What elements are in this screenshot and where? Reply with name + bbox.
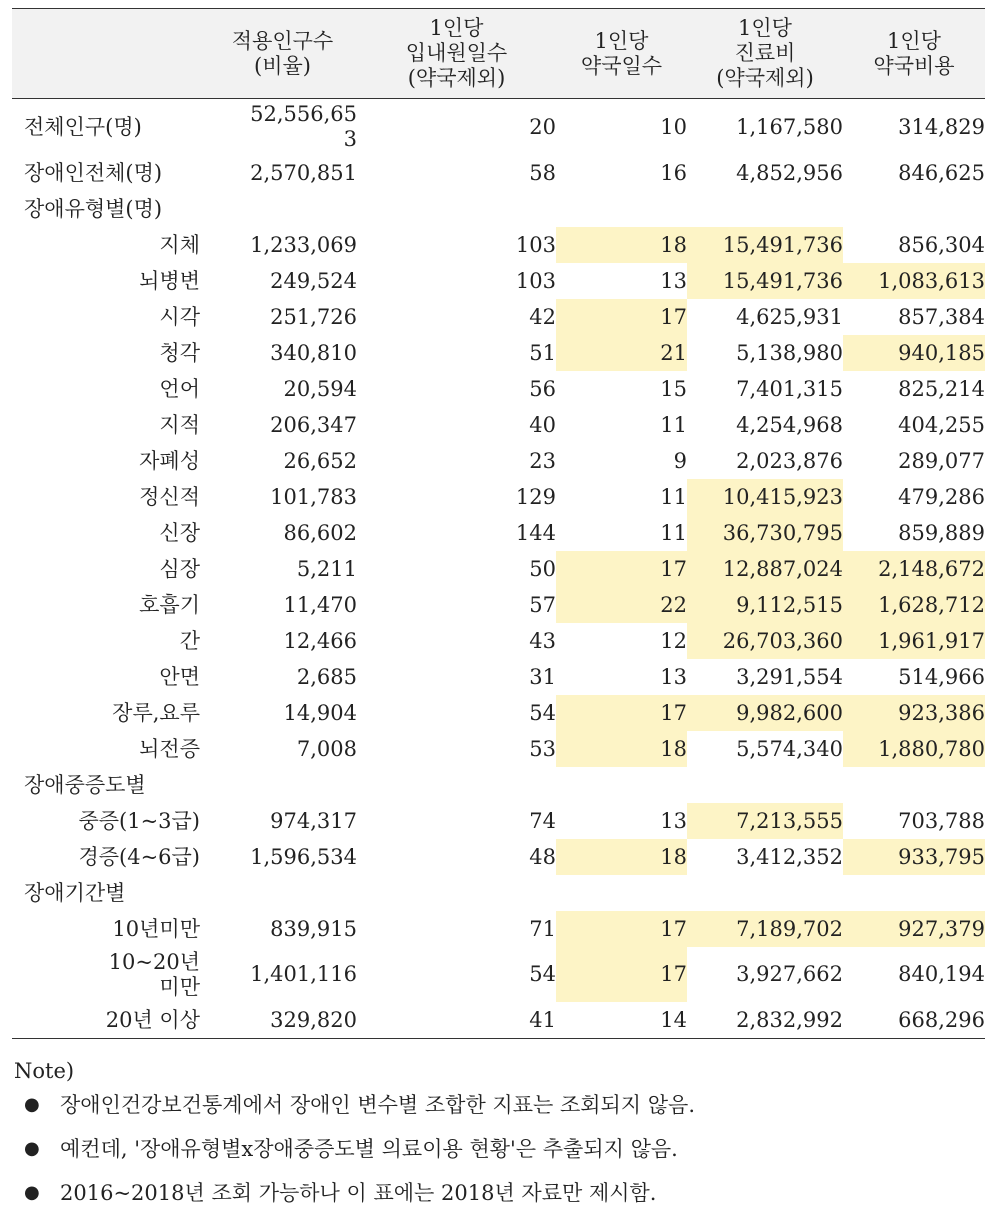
table-row <box>12 803 985 839</box>
table-cell: 933,795 <box>843 839 985 875</box>
table-cell: 51 <box>529 340 556 365</box>
table-cell: 15,491,736 <box>687 263 843 299</box>
table-cell: 26,703,360 <box>687 623 843 659</box>
table-cell: 1,167,580 <box>736 114 843 139</box>
table-cell: 2,685 <box>296 664 357 689</box>
table-cell <box>556 875 687 911</box>
table-cell: 43 <box>529 628 556 653</box>
table-cell: 4,852,956 <box>736 160 843 185</box>
row-label: 장루,요루 <box>112 700 200 725</box>
note-title: Note) <box>14 1059 75 1083</box>
table-cell: 289,077 <box>898 448 985 473</box>
table-cell: 11 <box>660 412 687 437</box>
table-row <box>12 659 985 695</box>
table-cell: 74 <box>529 808 556 833</box>
table-cell: 3,412,352 <box>736 844 843 869</box>
row-label: 심장 <box>159 556 200 581</box>
row-label: 장애인전체(명) <box>24 160 163 185</box>
table-cell: 1,628,712 <box>843 587 985 623</box>
table-cell: 15 <box>660 376 687 401</box>
row-label: 중증(1~3급) <box>78 808 200 833</box>
table-cell: 18 <box>556 839 687 875</box>
table-cell: 86,602 <box>283 520 357 545</box>
note-item <box>14 1090 984 1134</box>
bullet-icon: ● <box>24 1138 40 1159</box>
row-label: 호흡기 <box>139 592 200 617</box>
table-cell: 940,185 <box>843 335 985 371</box>
table-cell: 17 <box>556 947 687 1002</box>
table-cell: 7,008 <box>296 736 357 761</box>
table-cell <box>556 767 687 803</box>
row-label: 지체 <box>159 232 200 257</box>
table-cell: 13 <box>660 268 687 293</box>
table-row <box>12 407 985 443</box>
table-cell: 26,652 <box>283 448 357 473</box>
table-cell: 479,286 <box>898 484 985 509</box>
table-cell: 21 <box>556 335 687 371</box>
table-row <box>12 299 985 335</box>
table-cell: 9,982,600 <box>687 695 843 731</box>
row-label: 전체인구(명) <box>24 114 142 139</box>
table-cell: 54 <box>529 962 556 986</box>
table-cell: 53 <box>529 736 556 761</box>
table-cell: 9 <box>673 448 687 473</box>
note-text: 2016~2018년 조회 가능하나 이 표에는 2018년 자료만 제시함. <box>60 1181 657 1205</box>
table-cell: 206,347 <box>270 412 357 437</box>
table-row <box>12 227 985 263</box>
table-cell: 251,726 <box>270 304 357 329</box>
table-cell: 48 <box>529 844 556 869</box>
note-item <box>14 1134 984 1178</box>
table-cell: 12,466 <box>283 628 357 653</box>
note-text: 예컨데, '장애유형별x장애중증도별 의료이용 현황'은 추출되지 않음. <box>60 1137 678 1161</box>
note-section <box>14 1056 984 1222</box>
table-cell: 22 <box>556 587 687 623</box>
table-cell: 17 <box>556 551 687 587</box>
table-cell: 54 <box>529 700 556 725</box>
header-cell-0 <box>12 9 208 99</box>
table-row <box>12 479 985 515</box>
table-cell <box>208 767 357 803</box>
table-cell: 17 <box>556 299 687 335</box>
table-cell <box>843 191 985 227</box>
row-label: 장애중증도별 <box>24 772 146 797</box>
table-cell: 13 <box>660 808 687 833</box>
table-cell: 859,889 <box>898 520 985 545</box>
table-cell: 129 <box>515 484 556 509</box>
table-cell: 668,296 <box>843 1002 985 1039</box>
table-cell: 20,594 <box>283 376 357 401</box>
table-cell: 14 <box>556 1002 687 1039</box>
table-cell: 974,317 <box>270 808 357 833</box>
table-cell <box>687 875 843 911</box>
table-cell <box>357 767 556 803</box>
table-cell: 2,832,992 <box>687 1002 843 1039</box>
table-cell: 11 <box>660 520 687 545</box>
group-row <box>12 875 985 911</box>
table-cell <box>357 191 556 227</box>
table-cell: 40 <box>529 412 556 437</box>
row-label: 뇌병변 <box>139 268 200 293</box>
table-cell: 846,625 <box>898 160 985 185</box>
table-row <box>12 515 985 551</box>
bullet-icon: ● <box>24 1182 40 1203</box>
table-cell: 23 <box>529 448 556 473</box>
table-cell: 2,570,851 <box>250 160 357 185</box>
note-text: 장애인건강보건통계에서 장애인 변수별 조합한 지표는 조회되지 않음. <box>60 1093 696 1117</box>
bullet-icon: ● <box>24 1094 40 1115</box>
table-cell: 101,783 <box>270 484 357 509</box>
table-cell <box>556 191 687 227</box>
header-cell-visit-days: 1인당 입내원일수 (약국제외) <box>357 9 556 99</box>
row-label: 신장 <box>159 520 200 545</box>
row-label: 뇌전증 <box>139 736 200 761</box>
table-cell: 10 <box>660 114 687 139</box>
row-label: 장애유형별(명) <box>24 196 163 221</box>
table-cell: 31 <box>529 664 556 689</box>
table-cell: 103 <box>515 232 556 257</box>
row-label: 장애기간별 <box>24 880 126 905</box>
table-cell <box>687 191 843 227</box>
group-row <box>12 767 985 803</box>
header-cell-pharmacy-cost: 1인당 약국비용 <box>843 9 985 99</box>
table-cell: 52,556,65 3 <box>250 102 357 151</box>
note-item <box>14 1178 984 1222</box>
table-cell: 5,211 <box>296 556 357 581</box>
table-cell: 20 <box>529 114 556 139</box>
table-cell: 703,788 <box>898 808 985 833</box>
table-cell: 17 <box>556 911 687 947</box>
table-cell: 1,596,534 <box>250 844 357 869</box>
table-cell: 514,966 <box>898 664 985 689</box>
table-cell: 103 <box>515 268 556 293</box>
table-row <box>12 99 985 156</box>
table-cell: 14,904 <box>283 700 357 725</box>
table-row <box>12 911 985 947</box>
stats-table <box>12 8 985 1039</box>
table-cell: 41 <box>357 1002 556 1039</box>
table-cell: 56 <box>529 376 556 401</box>
table-cell: 13 <box>660 664 687 689</box>
row-label: 시각 <box>159 304 200 329</box>
table-cell: 840,194 <box>898 962 985 986</box>
table-cell: 825,214 <box>898 376 985 401</box>
table-cell: 5,138,980 <box>736 340 843 365</box>
table-cell: 7,401,315 <box>736 376 843 401</box>
table-cell: 340,810 <box>270 340 357 365</box>
table-row <box>12 695 985 731</box>
table-cell: 57 <box>529 592 556 617</box>
row-label: 경증(4~6급) <box>78 844 200 869</box>
table-cell: 329,820 <box>208 1002 357 1039</box>
table-cell <box>843 767 985 803</box>
table-cell: 839,915 <box>270 916 357 941</box>
table-row <box>12 263 985 299</box>
table-cell: 927,379 <box>843 911 985 947</box>
table-row <box>12 839 985 875</box>
table-cell: 3,927,662 <box>736 962 843 986</box>
table-row <box>12 335 985 371</box>
table-row <box>12 1002 985 1039</box>
table-cell: 3,291,554 <box>736 664 843 689</box>
header-row <box>12 9 985 99</box>
table-cell: 16 <box>660 160 687 185</box>
table-cell <box>208 191 357 227</box>
header-cell-population: 적용인구수 (비율) <box>208 9 357 99</box>
table-row <box>12 731 985 767</box>
table-cell: 11 <box>660 484 687 509</box>
row-label: 10~20년 미만 <box>108 949 200 999</box>
table-cell: 1,083,613 <box>843 263 985 299</box>
table-cell: 4,254,968 <box>736 412 843 437</box>
table-cell: 4,625,931 <box>736 304 843 329</box>
table-row <box>12 947 985 1002</box>
table-cell: 18 <box>556 227 687 263</box>
table-row <box>12 551 985 587</box>
table-cell: 857,384 <box>898 304 985 329</box>
row-label: 20년 이상 <box>12 1002 208 1039</box>
header-cell-pharmacy-days: 1인당 약국일수 <box>556 9 687 99</box>
table-cell: 50 <box>529 556 556 581</box>
row-label: 자폐성 <box>139 448 200 473</box>
table-cell: 10,415,923 <box>687 479 843 515</box>
table-cell: 18 <box>556 731 687 767</box>
table-cell: 1,880,780 <box>843 731 985 767</box>
table-row <box>12 371 985 407</box>
table-cell: 856,304 <box>898 232 985 257</box>
table-row <box>12 587 985 623</box>
table-cell: 11,470 <box>283 592 357 617</box>
table-row <box>12 623 985 659</box>
table-cell: 1,401,116 <box>250 962 357 986</box>
group-row <box>12 191 985 227</box>
table-cell: 2,023,876 <box>736 448 843 473</box>
table-cell: 42 <box>529 304 556 329</box>
table-cell: 7,213,555 <box>687 803 843 839</box>
table-cell: 15,491,736 <box>687 227 843 263</box>
row-label: 간 <box>179 628 200 653</box>
table-cell: 7,189,702 <box>687 911 843 947</box>
table-cell: 58 <box>529 160 556 185</box>
table-cell: 2,148,672 <box>843 551 985 587</box>
table-cell: 144 <box>515 520 556 545</box>
table-cell: 249,524 <box>270 268 357 293</box>
row-label: 지적 <box>159 412 200 437</box>
table-cell: 9,112,515 <box>687 587 843 623</box>
table-cell <box>357 875 556 911</box>
table-cell: 5,574,340 <box>736 736 843 761</box>
row-label: 청각 <box>159 340 200 365</box>
table-cell: 12 <box>660 628 687 653</box>
table-cell: 36,730,795 <box>687 515 843 551</box>
table-row <box>12 443 985 479</box>
table-cell: 404,255 <box>898 412 985 437</box>
table-cell: 1,961,917 <box>843 623 985 659</box>
table-cell: 1,233,069 <box>250 232 357 257</box>
row-label: 안면 <box>159 664 200 689</box>
header-cell-medical-cost: 1인당 진료비 (약국제외) <box>687 9 843 99</box>
table-cell <box>843 875 985 911</box>
row-label: 언어 <box>159 376 200 401</box>
note-list <box>14 1090 984 1222</box>
table-cell <box>687 767 843 803</box>
table-row <box>12 155 985 191</box>
table-cell: 17 <box>556 695 687 731</box>
table-cell: 923,386 <box>843 695 985 731</box>
table-cell: 314,829 <box>898 114 985 139</box>
table-cell: 71 <box>529 916 556 941</box>
row-label: 정신적 <box>139 484 200 509</box>
row-label: 10년미만 <box>112 916 200 941</box>
table-cell <box>208 875 357 911</box>
table-cell: 12,887,024 <box>687 551 843 587</box>
